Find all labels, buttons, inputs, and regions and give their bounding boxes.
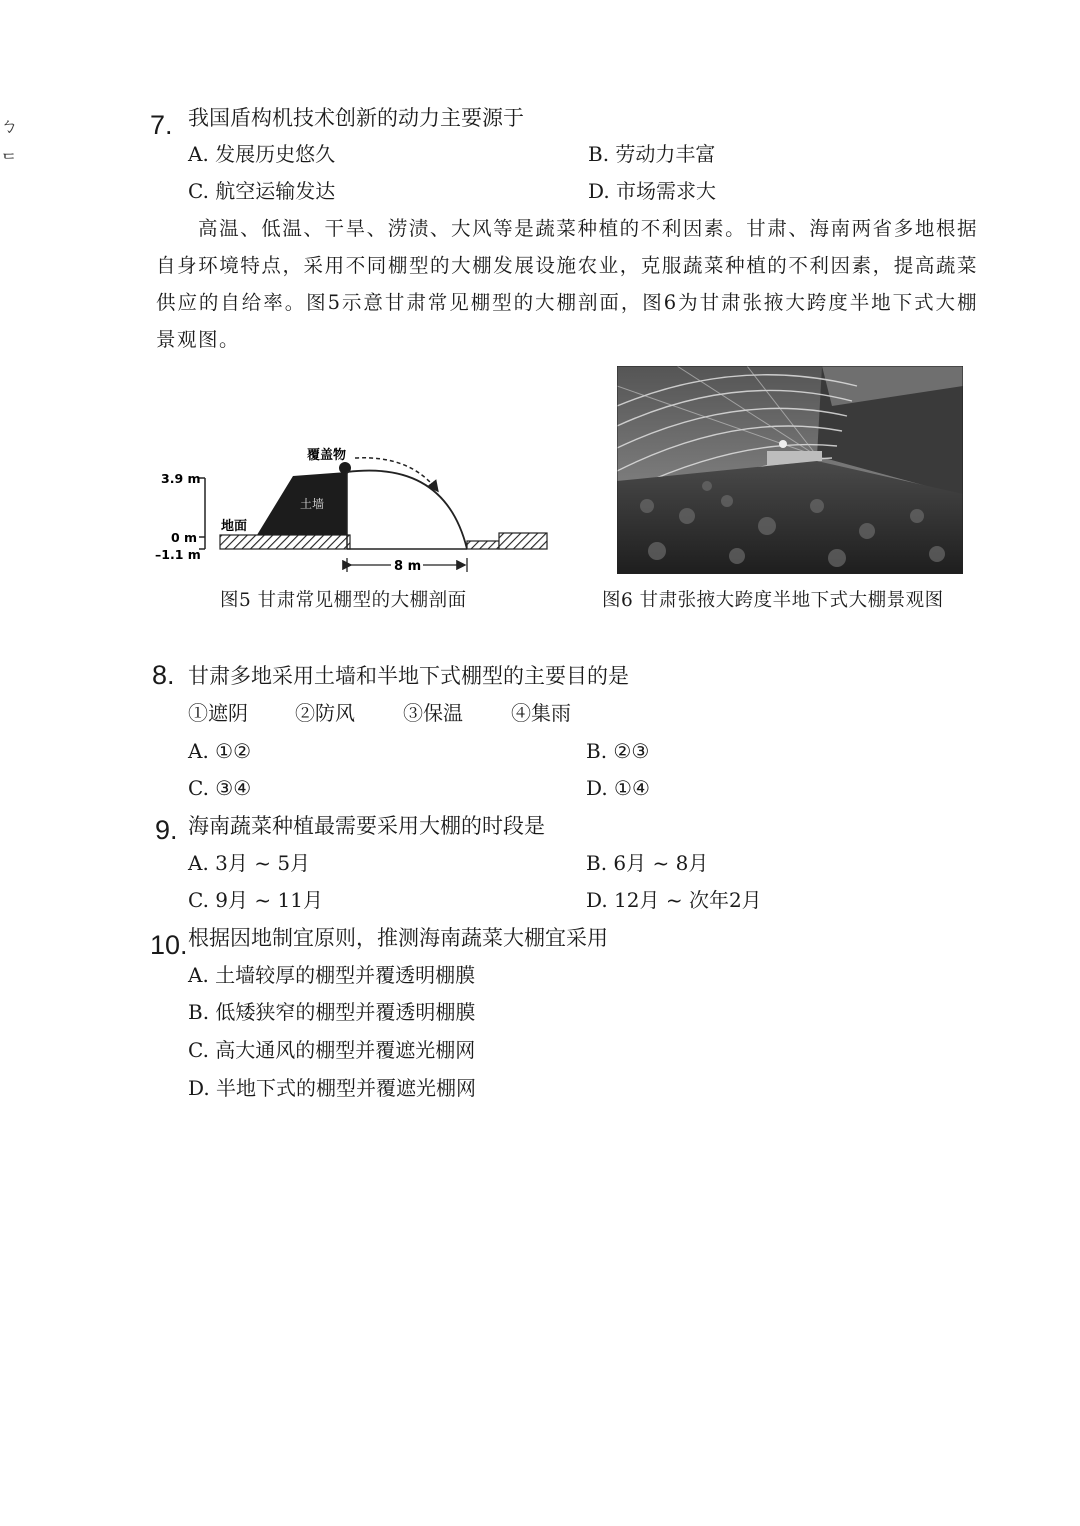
margin-mark-1: ㄅ (0, 116, 18, 137)
q10-option-b: B. 低矮狭窄的棚型并覆透明棚膜 (188, 1000, 476, 1024)
q8-item-2: ②防风 (295, 701, 355, 725)
figure5-diagram (155, 440, 555, 575)
label-bottom: –1.1 m (155, 547, 201, 562)
q7-option-d: D. 市场需求大 (588, 179, 717, 203)
q10-option-c: C. 高大通风的棚型并覆遮光棚网 (188, 1038, 476, 1062)
margin-mark-2: ᄃ (0, 152, 18, 173)
figure5-caption: 图5 甘肃常见棚型的大棚剖面 (220, 590, 467, 611)
label-cover: 覆盖物 (307, 448, 347, 463)
q7-option-c: C. 航空运输发达 (188, 179, 336, 203)
q9-number: 9. (155, 815, 178, 845)
label-ground: 地面 (221, 519, 248, 534)
q7-number: 7. (150, 110, 173, 140)
figure6-photo (617, 366, 963, 574)
ground-left (220, 535, 350, 549)
q8-item-1: ①遮阴 (188, 701, 248, 725)
q10-stem: 根据因地制宜原则，推测海南蔬菜大棚宜采用 (188, 926, 608, 950)
q8-option-d: D. ①④ (586, 776, 650, 800)
q10-option-d: D. 半地下式的棚型并覆遮光棚网 (188, 1076, 477, 1100)
q10-option-a: A. 土墙较厚的棚型并覆透明棚膜 (188, 963, 476, 987)
q10-number: 10. (150, 930, 188, 960)
q7-option-b: B. 劳动力丰富 (588, 142, 716, 166)
q8-number: 8. (152, 660, 175, 690)
label-zero: 0 m (171, 530, 198, 545)
q9-option-a: A. 3月 ~ 5月 (188, 851, 311, 875)
q9-option-d: D. 12月 ~ 次年2月 (586, 888, 762, 912)
figure6-caption: 图6 甘肃张掖大跨度半地下式大棚景观图 (602, 590, 944, 611)
q8-item-4: ④集雨 (511, 701, 571, 725)
ground-right-low (467, 541, 499, 549)
q9-option-c: C. 9月 ~ 11月 (188, 888, 323, 912)
q8-stem: 甘肃多地采用土墙和半地下式棚型的主要目的是 (188, 664, 629, 688)
q9-stem: 海南蔬菜种植最需要采用大棚的时段是 (188, 814, 545, 838)
label-top: 3.9 m (161, 471, 201, 486)
q8-item-3: ③保温 (403, 701, 463, 725)
q8-option-c: C. ③④ (188, 776, 252, 800)
label-wall: 土墙 (300, 497, 325, 511)
q7-stem: 我国盾构机技术创新的动力主要源于 (188, 106, 524, 130)
greenhouse-arch (347, 471, 467, 549)
q8-option-a: A. ①② (188, 739, 252, 763)
label-span: 8 m (394, 559, 422, 574)
q8-option-b: B. ②③ (586, 739, 650, 763)
q7-option-a: A. 发展历史悠久 (188, 142, 336, 166)
ground-right-high (499, 533, 547, 549)
material-paragraph: 高温、低温、干旱、涝渍、大风等是蔬菜种植的不利因素。甘肃、海南两省多地根据自身环境特点，采用不同棚型的大棚发展设施农业，克服蔬菜种植的不利因素，提高蔬菜供应的自给率。图5示意甘肃常见棚型的大棚剖面，图6为甘肃张掖大跨度半地下式大棚景观图。 (156, 217, 978, 351)
q9-option-b: B. 6月 ~ 8月 (586, 851, 709, 875)
